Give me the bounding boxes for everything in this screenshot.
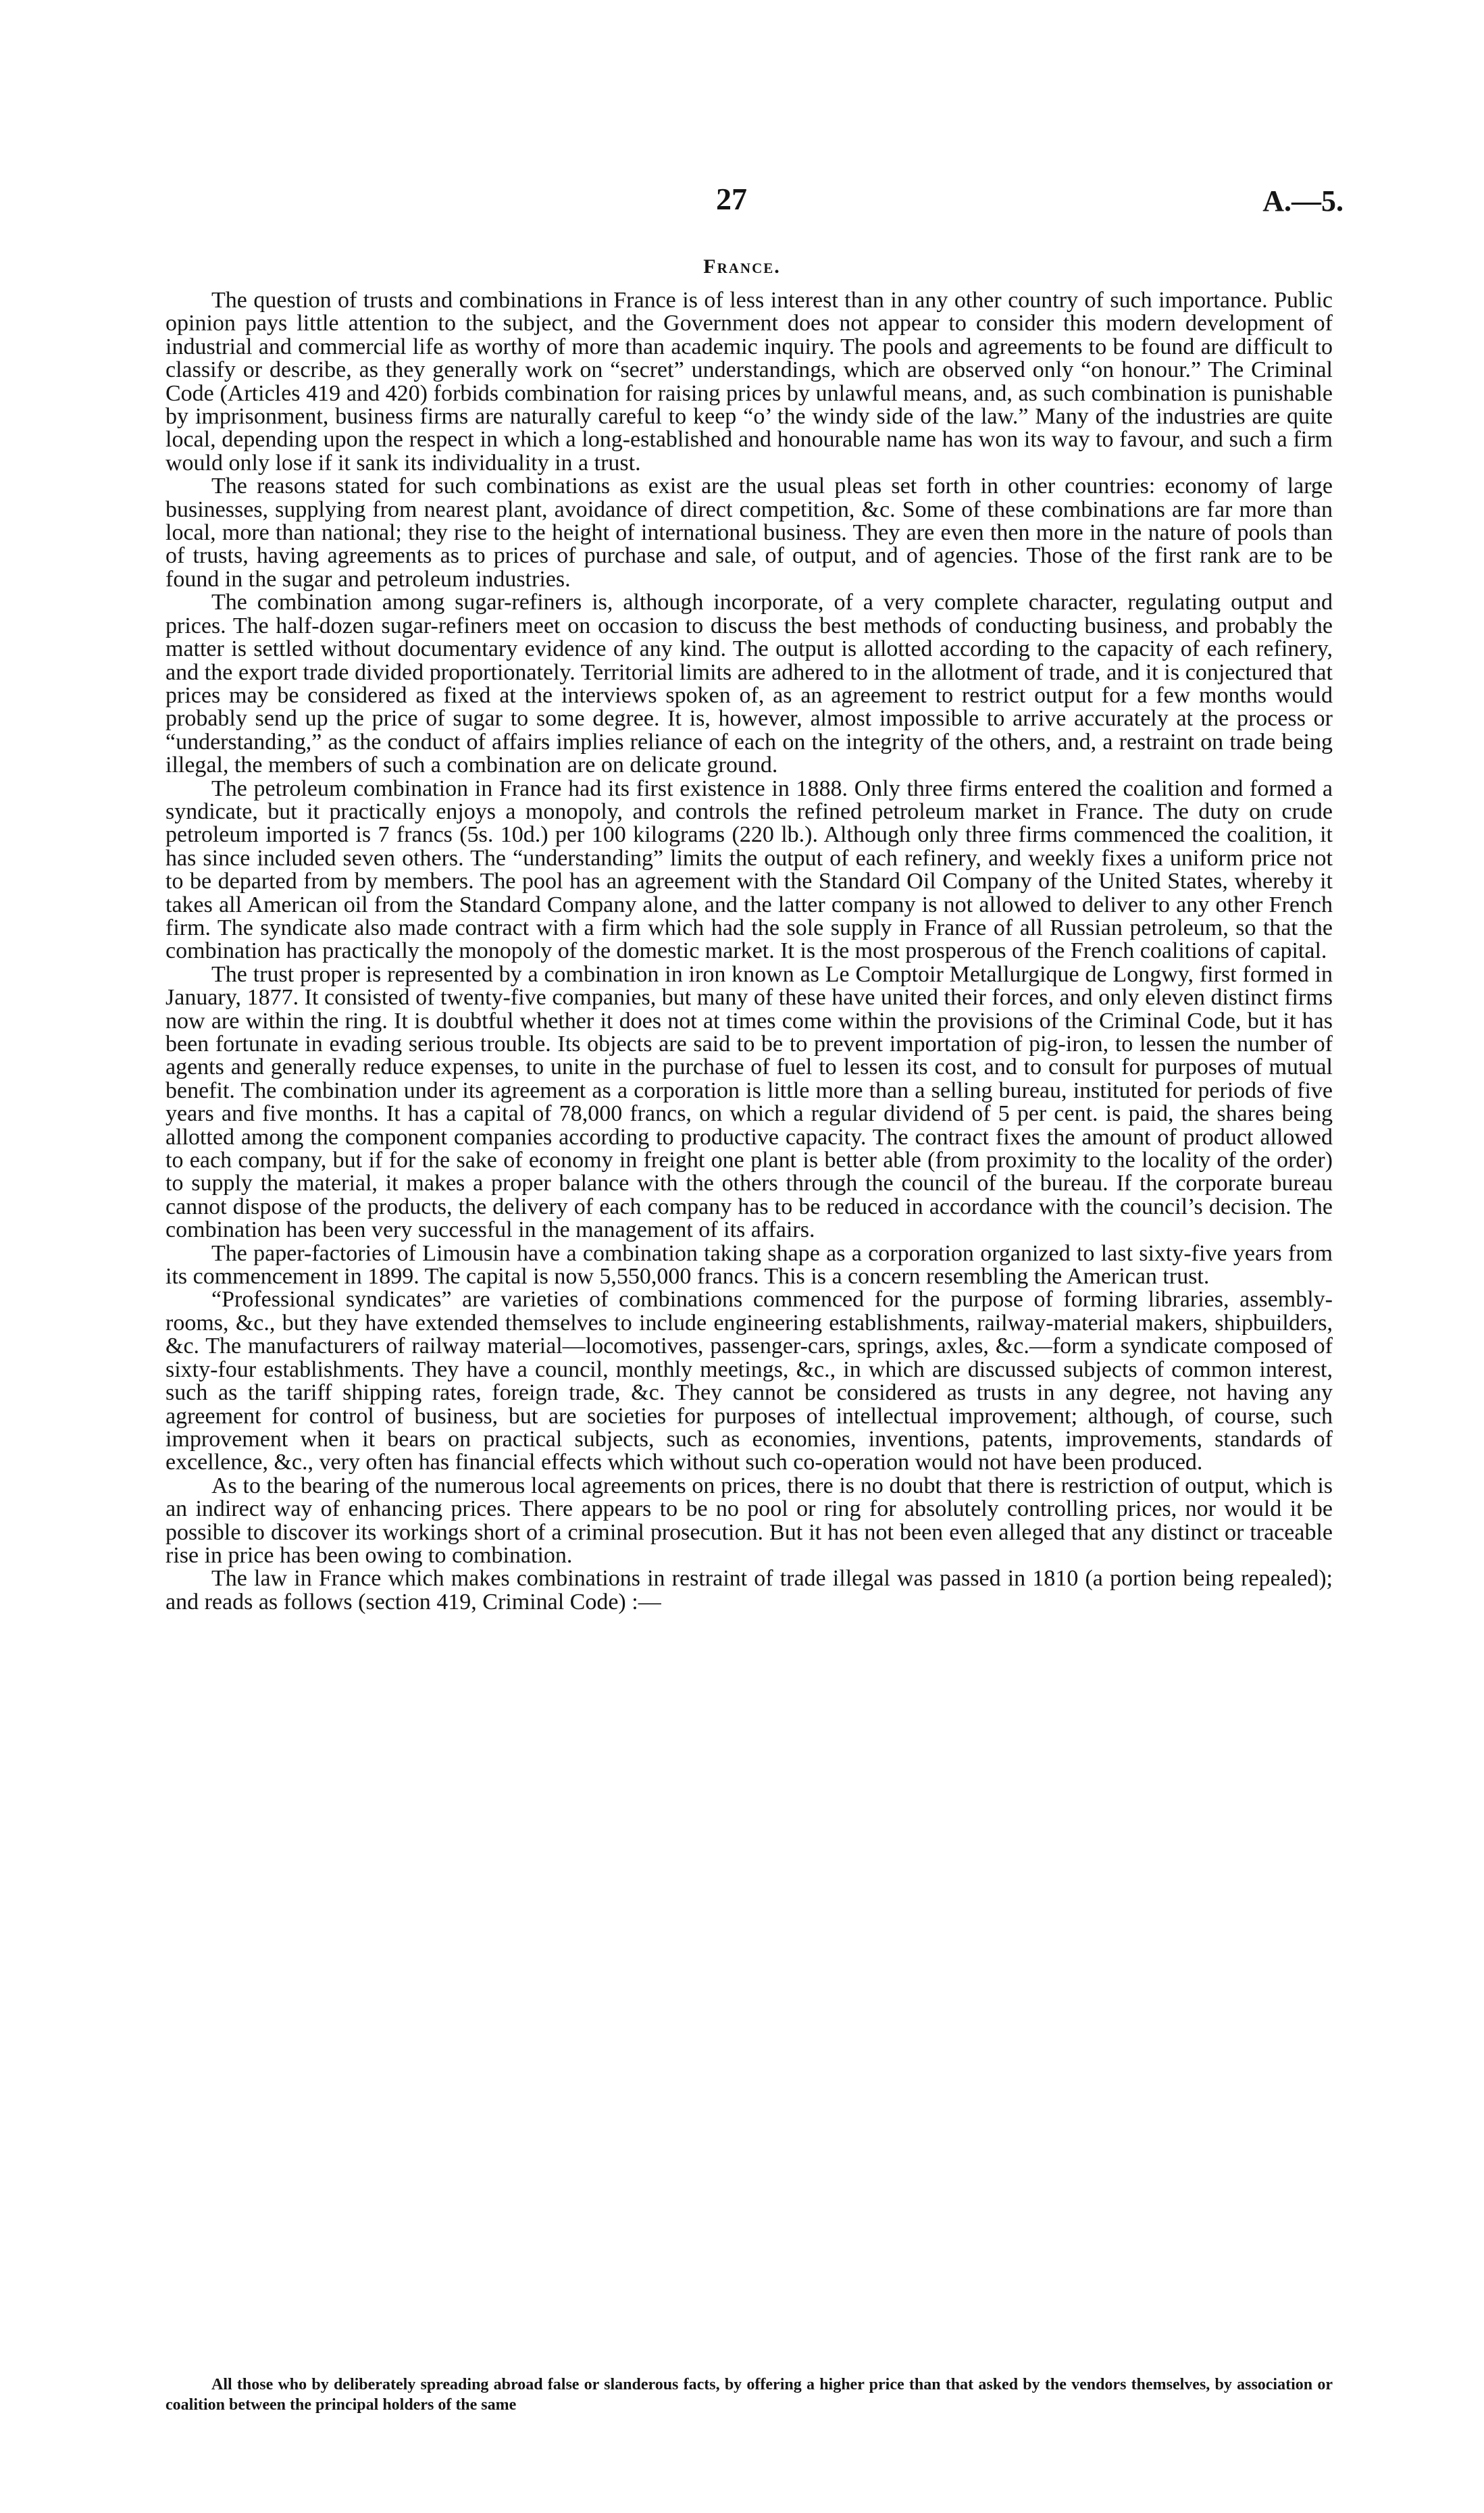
body-text	[165, 289, 1333, 1614]
paragraph-french-law: The law in France which makes combinations in restraint of trade illegal was passed in 1810 (a portion being repealed); and reads as follows (section 419, Criminal Code) :—	[165, 1566, 1333, 1615]
page-number: 27	[716, 182, 747, 216]
paragraph-sugar-refiners: The combination among sugar-refiners is, although incorporate, of a very complete character, regulating output and prices. The half-dozen sugar-refiners meet on occasion to discuss the best methods of conducting business, and probably the matter is settled without documentary evidence of any kind. The output is allotted according to the capacity of each refinery, and the export trade divided proportionately. Territorial limits are adhered to in the allotment of trade, and it is conjectured that prices may be considered as fixed at the interviews spoken of, as an agreement to restrict output for a few months would probably send up the price of sugar to some degree. It is, however, almost impossible to arrive accurately at the process or “understanding,” as the conduct of affairs implies reliance of each on the integrity of the others, and, a restraint on trade being illegal, the members of such a combination are on delicate ground.	[165, 590, 1333, 778]
section-title: France.	[703, 255, 781, 278]
paragraph-trusts-intro: The question of trusts and combinations in France is of less interest than in any other country of such importance. Public opinion pays little attention to the subject, and the Government does not appear to consider this modern development of industrial and commercial life as worthy of more than academic inquiry. The pools and agreements to be found are difficult to classify or describe, as they generally work on “secret” understandings, which are observed only “on honour.” The Criminal Code (Articles 419 and 420) forbids combination for raising prices by unlawful means, and, as such combination is punishable by imprisonment, business firms are naturally careful to keep “o’ the windy side of the law.” Many of the industries are quite local, depending upon the respect in which a long-established and honourable name has won its way to favour, and such a firm would only lose if it sank its individuality in a trust.	[165, 288, 1333, 476]
document-reference: A.—5.	[1262, 184, 1344, 218]
criminal-code-quotation	[165, 2375, 1333, 2415]
quotation-text: All those who by deliberately spreading abroad false or slanderous facts, by offering a higher price than that asked by the vendors themselves, by association or coalition between the principal holders of the same	[165, 2376, 1333, 2414]
paragraph-reasons: The reasons stated for such combinations as exist are the usual pleas set forth in other countries: economy of large businesses, supplying from nearest plant, avoidance of direct competition, &c. Some of these combinations are far more than local, more than national; they rise to the height of international business. They are even then more in the nature of pools than of trusts, having agreements as to prices of purchase and sale, of output, and of agencies. Those of the first rank are to be found in the sugar and petroleum industries.	[165, 474, 1333, 592]
paragraph-professional-syndicates: “Professional syndicates” are varieties of combinations commenced for the purpose of forming libraries, assembly-rooms, &c., but they have extended themselves to include engineering establishments, railway-material makers, shipbuilders, &c. The manufacturers of railway material—locomotives, passenger-cars, springs, axles, &c.—form a syndicate composed of sixty-four establishments. They have a council, monthly meetings, &c., in which are discussed subjects of common interest, such as the tariff shipping rates, foreign trade, &c. They cannot be considered as trusts in any degree, not having any agreement for control of business, but are societies for purposes of intellectual improvement; although, of course, such improvement when it bears on practical subjects, such as economies, inventions, patents, improvements, standards of excellence, &c., very often has financial effects which without such co-operation would not have been produced.	[165, 1287, 1333, 1475]
paragraph-paper-factories: The paper-factories of Limousin have a combination taking shape as a corporation organized to last sixty-five years from its commencement in 1899. The capital is now 5,550,000 francs. This is a concern resembling the American trust.	[165, 1240, 1333, 1290]
paragraph-local-agreements: As to the bearing of the numerous local agreements on prices, there is no doubt that there is restriction of output, which is an indirect way of enhancing prices. There appears to be no pool or ring for absolutely controlling prices, nor would it be possible to discover its workings short of a criminal prosecution. But it has not been even alleged that any distinct or traceable rise in price has been owing to combination.	[165, 1473, 1333, 1568]
paragraph-petroleum: The petroleum combination in France had its first existence in 1888. Only three firms entered the coalition and formed a syndicate, but it practically enjoys a monopoly, and controls the refined petroleum market in France. The duty on crude petroleum imported is 7 francs (5s. 10d.) per 100 kilograms (220 lb.). Although only three firms commenced the coalition, it has since included seven others. The “understanding” limits the output of each refinery, and weekly fixes a uniform price not to be departed from by members. The pool has an agreement with the Standard Oil Company of the United States, whereby it takes all American oil from the Standard Company alone, and the latter company is not allowed to deliver to any other French firm. The syndicate also made contract with a firm which had the sole supply in France of all Russian petroleum, so that the combination has practically the monopoly of the domestic market. It is the most prosperous of the French coalitions of capital.	[165, 776, 1333, 964]
paragraph-iron-trust: The trust proper is represented by a combination in iron known as Le Comptoir Metallurgique de Longwy, first formed in January, 1877. It consisted of twenty-five companies, but many of these have united their forces, and only eleven distinct firms now are within the ring. It is doubtful whether it does not at times come within the provisions of the Criminal Code, but it has been fortunate in evading serious trouble. Its objects are said to be to prevent importation of pig-iron, to lessen the number of agents and generally reduce expenses, to unite in the purchase of fuel to lessen its cost, and to consult for purposes of mutual benefit. The combination under its agreement as a corporation is little more than a selling bureau, instituted for periods of five years and five months. It has a capital of 78,000 francs, on which a regular dividend of 5 per cent. is paid, the shares being allotted among the component companies according to productive capacity. The contract fixes the amount of product allowed to each company, but if for the sake of economy in freight one plant is better able (from proximity to the locality of the order) to supply the material, it makes a proper balance with the others through the council of the bureau. If the corporate bureau cannot dispose of the products, the delivery of each company has to be reduced in accordance with the council’s decision. The combination has been very successful in the management of its affairs.	[165, 961, 1333, 1243]
